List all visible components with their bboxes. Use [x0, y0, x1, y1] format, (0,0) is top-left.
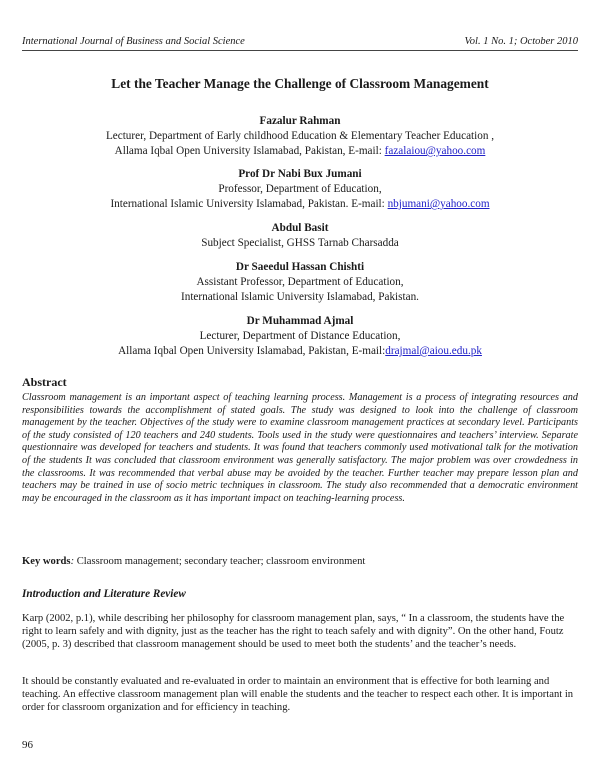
journal-name: International Journal of Business and Social Science — [22, 36, 245, 47]
section-heading: Introduction and Literature Review — [22, 588, 186, 600]
abstract-heading: Abstract — [22, 375, 67, 389]
author-block — [22, 221, 578, 251]
author-name: Fazalur Rahman — [259, 115, 341, 127]
header-rule — [22, 50, 578, 51]
body-paragraph: It should be constantly evaluated and re-evaluated in order to maintain an environment that is effective for both learning and teaching. An effective classroom management plan will enable the students and the teacher to respect each other. It is important in order for classroom organization and for efficiency in teaching. — [22, 676, 574, 714]
author-block — [22, 114, 578, 159]
author-name: Prof Dr Nabi Bux Jumani — [238, 168, 362, 180]
body-paragraph: Karp (2002, p.1), while describing her philosophy for classroom management plan, says, “ In a classroom, the students have the right to learn safely and with dignity, just as the teacher has the right to teach safely and with dignity”. On the other hand, Foutz (2005, p. 3) described that classroom management should be used to meet both the students’ and the teacher’s needs. — [22, 613, 565, 651]
author-affiliation: Assistant Professor, Department of Education, — [196, 276, 404, 288]
author-block — [22, 260, 578, 305]
author-affiliation: International Islamic University Islamabad, Pakistan. — [181, 291, 419, 303]
author-affiliation: Professor, Department of Education, — [218, 183, 382, 195]
author-affiliation: Allama Iqbal Open University Islamabad, Pakistan, E-mail:drajmal@aiou.edu.pk — [118, 345, 482, 357]
abstract-text: Classroom management is an important aspect of teaching learning process. Management is a process of integrating resources and responsibilities towards the accomplishment of stated goals. The study was designed to look into the challenge of classroom management by the teacher. Objectives of the study were to examine classroom management practices at secondary level. Participants of the study consisted of 120 teachers and 240 students. Tools used in the study were questionnaires and teachers’ interview. Separate questionnaire was developed for teachers and students. It was found that teachers commonly used motivational talk for the motivation of the students It was concluded that classroom environment was generally satisfactory. The major problem was over crowdedness in the classrooms. It was recommended that verbal abuse may be avoided by the teacher. Further teacher may prepare lesson plan and teachers may be trained in use of socio metric techniques in classroom. The study also recommended that a democratic environment may be encouraged in the classroom as it has important impact on teaching-learning process. — [22, 392, 578, 504]
author-affiliation: Lecturer, Department of Distance Education, — [199, 330, 401, 342]
author-affiliation: Allama Iqbal Open University Islamabad, Pakistan, E-mail: fazalaiou@yahoo.com — [114, 145, 486, 157]
author-name: Abdul Basit — [271, 222, 329, 234]
issue-info: Vol. 1 No. 1; October 2010 — [464, 36, 578, 47]
author-block — [22, 314, 578, 359]
author-affiliation: Subject Specialist, GHSS Tarnab Charsadda — [201, 237, 399, 249]
keywords — [22, 555, 578, 569]
author-affiliation: Lecturer, Department of Early childhood Education & Elementary Teacher Education , — [105, 130, 495, 142]
author-block — [22, 167, 578, 212]
running-header — [22, 35, 578, 49]
author-email-link[interactable]: drajmal@aiou.edu.pk — [385, 345, 482, 357]
author-affiliation: International Islamic University Islamabad, Pakistan. E-mail: nbjumani@yahoo.com — [110, 198, 490, 210]
author-name: Dr Muhammad Ajmal — [246, 315, 354, 327]
keywords-separator: : — [70, 556, 75, 567]
keywords-label: Key words — [22, 556, 71, 567]
author-email-link[interactable]: nbjumani@yahoo.com — [387, 198, 490, 210]
author-name: Dr Saeedul Hassan Chishti — [235, 261, 365, 273]
paper-title: Let the Teacher Manage the Challenge of Classroom Management — [111, 76, 489, 91]
author-email-link[interactable]: fazalaiou@yahoo.com — [384, 145, 486, 157]
keywords-text: Classroom management; secondary teacher; classroom environment — [74, 556, 366, 567]
page-number: 96 — [22, 739, 33, 751]
